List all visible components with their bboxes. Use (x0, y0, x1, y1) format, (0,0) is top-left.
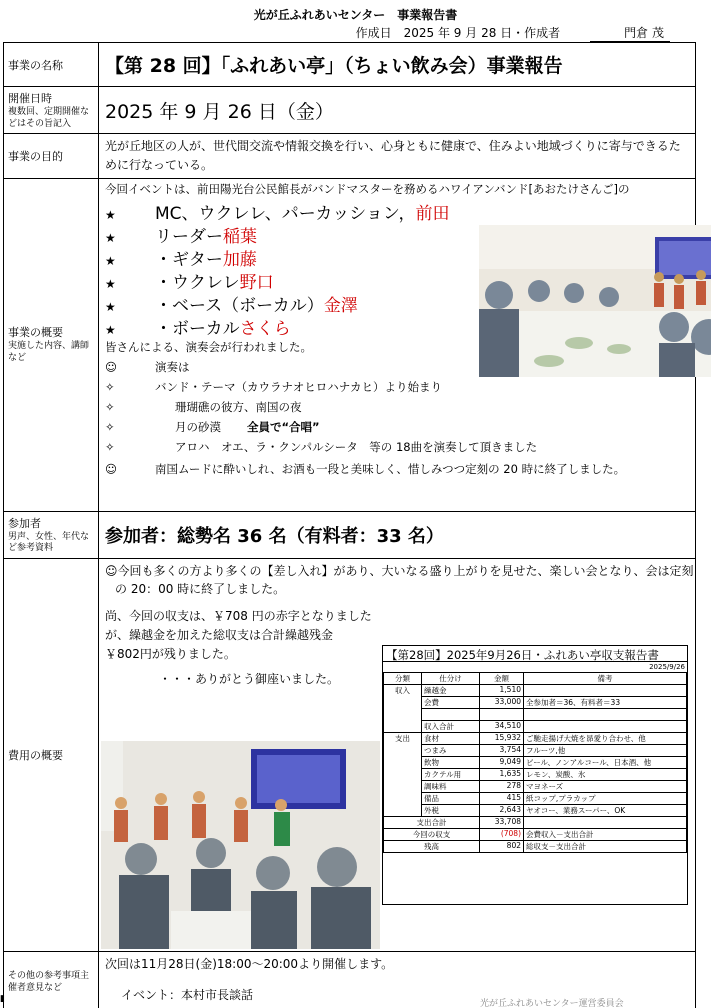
finance-amount: 15,932 (480, 732, 524, 744)
song-line-4: ✧ アロハ オエ、ラ・クンパルシータ 等の 18曲を演奏して頂きました (105, 439, 538, 454)
event-name: 【第 28 回】「ふれあい亭」（ちょい飲み会）事業報告 (99, 43, 696, 87)
finance-row (384, 708, 687, 720)
finance-item: 飲物 (422, 756, 480, 768)
cost-thanks: ・・・ありがとう御座いました。 (159, 671, 340, 686)
label-participants: 参加者 男声、女性、年代など参考資料 (4, 511, 99, 558)
band-photo-image (479, 225, 711, 377)
author-name: 門倉 茂 (590, 24, 670, 42)
next-event-topic: イベント：本村市長談話 (121, 987, 254, 1002)
band-member-line: ★ ・ベース（ボーカル）金澤 (105, 295, 358, 316)
created-date: 作成日 2025 年 9 月 28 日・作成者 (355, 26, 561, 40)
finance-table (383, 672, 687, 853)
perf-line: ☺ 演奏は (105, 359, 190, 374)
cost-note-1b: の 20：00 時に終了しました。 (115, 581, 286, 596)
member-name: さくら (239, 318, 291, 339)
finance-note: 紙コップ,プラカップ (524, 792, 687, 804)
label-name: 事業の名称 (4, 43, 99, 87)
finance-amount: 1,510 (480, 684, 524, 696)
footer-mark: ▮ (0, 994, 5, 1004)
finance-note: レモン、炭酸、氷 (524, 768, 687, 780)
member-name: 稲葉 (223, 226, 257, 247)
label-date: 開催日時 複数回、定期開催などはその旨記入 (4, 87, 99, 134)
finance-total-note (524, 816, 687, 828)
event-purpose: 光が丘地区の人が、世代間交流や情報交換を行い、心身ともに健康で、住みよい地域づくりに寄与できるために行なっている。 (99, 134, 696, 178)
finance-header: 金額 (480, 672, 524, 684)
finance-row (384, 780, 687, 792)
report-table (3, 42, 696, 1008)
overview-cell (99, 178, 696, 511)
finance-item: 食材 (422, 732, 480, 744)
finance-amount: 1,635 (480, 768, 524, 780)
participants-value: 参加者：総勢名 36 名（有料者：33 名） (99, 511, 696, 558)
band-member-line: ★ リーダー稲葉 (105, 226, 257, 247)
finance-header: 分類 (384, 672, 422, 684)
finance-note (524, 720, 687, 732)
concert-photo-image (101, 741, 380, 949)
label-purpose: 事業の目的 (4, 134, 99, 178)
finance-item: つまみ (422, 744, 480, 756)
finance-category: 支出 (384, 732, 422, 816)
finance-header: 仕分け (422, 672, 480, 684)
finance-total-label: 今回の収支 (384, 828, 480, 840)
finance-category: 収入 (384, 684, 422, 732)
finance-amount: 33,000 (480, 696, 524, 708)
cost-note-2a: 尚、今回の収支は、￥708 円の赤字となりました (105, 608, 372, 623)
finance-row (384, 744, 687, 756)
event-date: 2025 年 9 月 26 日（金） (99, 87, 696, 134)
band-member-line: ★ ・ギター加藤 (105, 249, 257, 270)
band-photo (479, 225, 711, 377)
finance-header: 備考 (524, 672, 687, 684)
finance-note: ビール、ノンアルコール、日本酒、他 (524, 756, 687, 768)
cost-cell (99, 558, 696, 951)
song-line-1: ✧ バンド・テーマ（カウラナオヒロハナカヒ）より始まり (105, 379, 443, 394)
finance-total-note: 総収支－支出合計 (524, 840, 687, 852)
finance-total-amount: 33,708 (480, 816, 524, 828)
finance-amount: 2,643 (480, 804, 524, 816)
member-name: 金澤 (323, 295, 358, 316)
finance-total-label: 支出合計 (384, 816, 480, 828)
finance-total-label: 残高 (384, 840, 480, 852)
label-other: その他の参考事項主催者意見など (4, 951, 99, 1008)
finance-amount: 278 (480, 780, 524, 792)
member-name: 野口 (239, 272, 274, 293)
finance-item: 会費 (422, 696, 480, 708)
finance-note: フルーツ,他 (524, 744, 687, 756)
finance-date: 2025/9/26 (649, 662, 685, 671)
finance-total-note: 会費収入－支出合計 (524, 828, 687, 840)
finance-row (384, 792, 687, 804)
finance-row (384, 804, 687, 816)
finance-total-amount: (708) (480, 828, 524, 840)
finance-note (524, 708, 687, 720)
finance-row (384, 684, 687, 696)
finance-total-amount: 802 (480, 840, 524, 852)
finance-item: 外税 (422, 804, 480, 816)
finance-note: ヤオコー、業務スーパー、OK (524, 804, 687, 816)
finance-item: 繰越金 (422, 684, 480, 696)
finance-row (384, 732, 687, 744)
next-event: 次回は11月28日(金)18:00～20:00より開催します。 (105, 956, 394, 971)
label-cost: 費用の概要 (4, 558, 99, 951)
finance-item (422, 708, 480, 720)
finance-item: 調味料 (422, 780, 480, 792)
finance-total-row (384, 840, 687, 852)
song-line-3: ✧ 月の砂漠 全員で“合唱” (105, 419, 320, 434)
finance-row (384, 696, 687, 708)
finance-note: 全参加者＝36、有料者＝33 (524, 696, 687, 708)
cost-note-2c: ￥802円が残りました。 (105, 646, 236, 661)
finance-amount: 415 (480, 792, 524, 804)
label-overview: 事業の概要 実施した内容、講師など (4, 178, 99, 511)
band-member-line: ★ MC、ウクレレ、パーカッション，前田 (105, 203, 450, 224)
footer-text: 光が丘ふれあいセンター運営委員会 (480, 999, 624, 1008)
overview-after: 皆さんによる、演奏会が行われました。 (105, 339, 312, 354)
song-line-2: ✧ 珊瑚礁の彼方、南国の夜 (105, 399, 302, 414)
concert-photo (101, 741, 380, 949)
finance-amount: 34,510 (480, 720, 524, 732)
finance-row (384, 720, 687, 732)
finance-amount (480, 708, 524, 720)
member-name: 前田 (415, 203, 450, 224)
band-member-line: ★ ・ボーカルさくら (105, 318, 291, 339)
finance-note: マヨネーズ (524, 780, 687, 792)
finance-item: 収入合計 (422, 720, 480, 732)
finance-note: ご馳走揚げ大焼を昴愛り合わせ、他 (524, 732, 687, 744)
cost-note-2b: が、繰越金を加えた総収支は合計繰越残金 (105, 627, 334, 642)
band-member-line: ★ ・ウクレレ野口 (105, 272, 274, 293)
finance-amount: 9,049 (480, 756, 524, 768)
finance-row (384, 768, 687, 780)
document-title: 光が丘ふれあいセンター 事業報告書 (253, 8, 458, 22)
finance-total-row (384, 828, 687, 840)
finance-row (384, 756, 687, 768)
finance-title: 【第28回】2025年9月26日・ふれあい亭収支報告書 (383, 646, 687, 662)
overview-intro: 今回イベントは、前田陽光台公民館長がバンドマスターを務めるハワイアンバンド[あおたけさんご]の (105, 181, 630, 196)
finance-note (524, 684, 687, 696)
finance-report (382, 645, 688, 905)
document-meta (0, 24, 670, 42)
finance-amount: 3,754 (480, 744, 524, 756)
finance-total-row (384, 816, 687, 828)
cost-note-1: ☺今回も多くの方より多くの【差し入れ】があり、大いなる盛り上がりを見せた、楽しい会となり、会は定刻 (105, 563, 694, 578)
overview-end: ☺ 南国ムードに酔いしれ、お酒も一段と美味しく、惜しみつつ定刻の 20 時に終了しました。 (105, 461, 626, 476)
member-name: 加藤 (222, 249, 257, 270)
finance-item: 備品 (422, 792, 480, 804)
finance-item: カクテル用 (422, 768, 480, 780)
